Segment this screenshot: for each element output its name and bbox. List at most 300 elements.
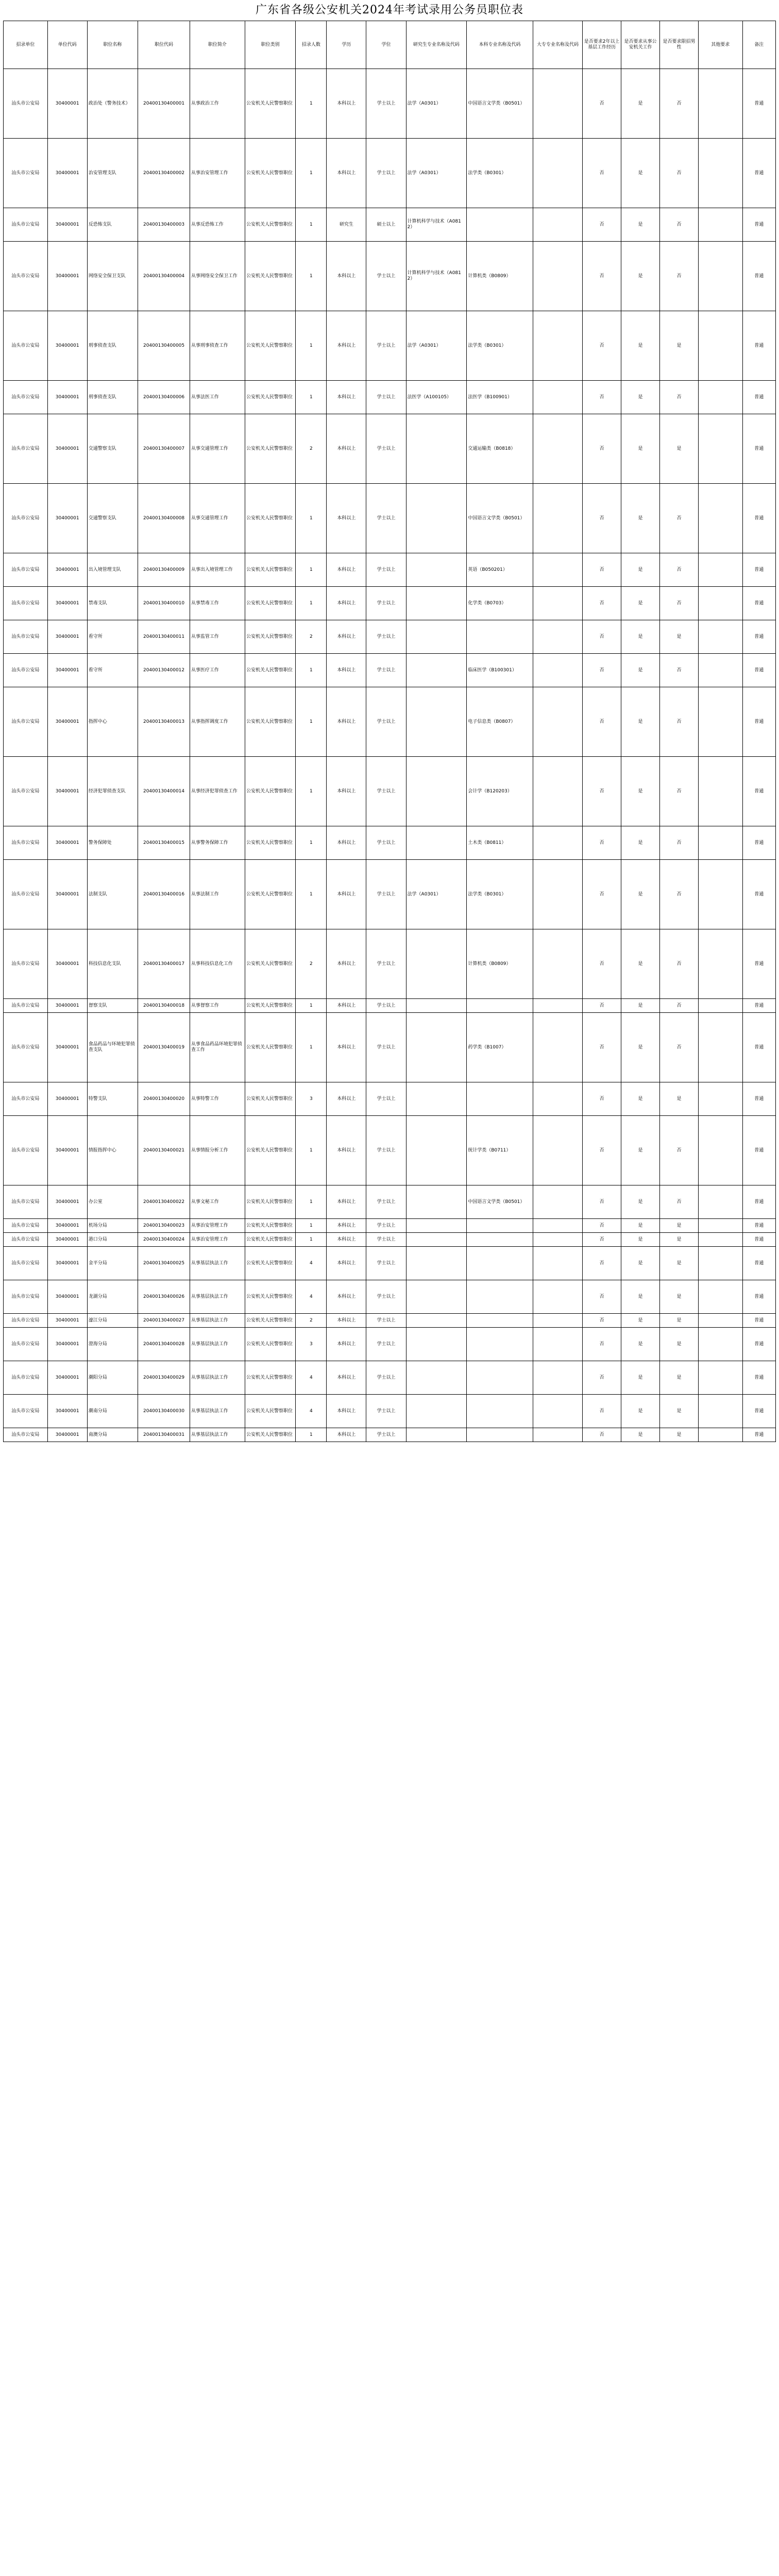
cell-jc xyxy=(533,620,582,654)
cell-pos: 情报指挥中心 xyxy=(87,1116,138,1185)
cell-edu: 学士以上 xyxy=(366,1280,406,1314)
cell-n: 1 xyxy=(296,1219,327,1233)
cell-pcode: 20400130400030 xyxy=(138,1395,190,1428)
cell-exp: 否 xyxy=(583,1116,621,1185)
cell-type: 公安机关人民警察职位 xyxy=(245,1328,296,1361)
cell-type: 公安机关人民警察职位 xyxy=(245,1233,296,1247)
cell-edu: 学士以上 xyxy=(366,242,406,311)
cell-edu: 学士以上 xyxy=(366,1247,406,1280)
cell-note: 普通 xyxy=(742,381,775,414)
cell-pcode: 20400130400005 xyxy=(138,311,190,381)
cell-exp: 否 xyxy=(583,860,621,929)
cell-other xyxy=(698,1116,742,1185)
cell-jc xyxy=(533,1185,582,1219)
cell-pos: 警务保障处 xyxy=(87,826,138,860)
cell-desc: 从事出入境管理工作 xyxy=(190,553,245,587)
cell-type: 公安机关人民警察职位 xyxy=(245,929,296,999)
cell-dept: 汕头市公安局 xyxy=(4,654,48,687)
cell-n: 1 xyxy=(296,1185,327,1219)
cell-pos: 科技信息化支队 xyxy=(87,929,138,999)
cell-sex: 否 xyxy=(660,242,699,311)
table-row xyxy=(4,1395,776,1428)
table-row xyxy=(4,620,776,654)
cell-note: 普通 xyxy=(742,139,775,208)
cell-other xyxy=(698,69,742,139)
cell-sex: 是 xyxy=(660,1233,699,1247)
cell-grad xyxy=(406,929,467,999)
cell-sex: 否 xyxy=(660,381,699,414)
cell-exp: 否 xyxy=(583,1013,621,1082)
cell-sex: 是 xyxy=(660,1314,699,1328)
cell-grad xyxy=(406,1233,467,1247)
cell-code: 30400001 xyxy=(47,654,87,687)
cell-other xyxy=(698,654,742,687)
cell-code: 30400001 xyxy=(47,999,87,1013)
table-row xyxy=(4,587,776,620)
cell-deg: 本科以上 xyxy=(327,654,366,687)
cell-exp: 否 xyxy=(583,1247,621,1280)
cell-exp: 否 xyxy=(583,1280,621,1314)
cell-jc xyxy=(533,311,582,381)
cell-jc xyxy=(533,208,582,242)
cell-ug: 临床医学（B100301） xyxy=(467,654,533,687)
cell-grad xyxy=(406,654,467,687)
cell-jc xyxy=(533,242,582,311)
cell-type: 公安机关人民警察职位 xyxy=(245,414,296,484)
cell-desc: 从事警务保障工作 xyxy=(190,826,245,860)
cell-cert: 是 xyxy=(621,1116,660,1185)
cell-n: 1 xyxy=(296,1116,327,1185)
cell-edu: 学士以上 xyxy=(366,620,406,654)
cell-cert: 是 xyxy=(621,1280,660,1314)
cell-jc xyxy=(533,1082,582,1116)
cell-n: 1 xyxy=(296,687,327,757)
cell-other xyxy=(698,860,742,929)
header-degree: 学历 xyxy=(327,21,366,69)
cell-code: 30400001 xyxy=(47,929,87,999)
table-row xyxy=(4,311,776,381)
cell-deg: 本科以上 xyxy=(327,1219,366,1233)
cell-exp: 否 xyxy=(583,484,621,553)
cell-dept: 汕头市公安局 xyxy=(4,1082,48,1116)
cell-code: 30400001 xyxy=(47,381,87,414)
cell-pos: 金平分局 xyxy=(87,1247,138,1280)
cell-type: 公安机关人民警察职位 xyxy=(245,1013,296,1082)
cell-other xyxy=(698,1314,742,1328)
cell-ug: 法学类（B0301） xyxy=(467,311,533,381)
header-note: 备注 xyxy=(742,21,775,69)
cell-ug: 法学类（B0301） xyxy=(467,860,533,929)
cell-type: 公安机关人民警察职位 xyxy=(245,1428,296,1442)
cell-edu: 学士以上 xyxy=(366,1314,406,1328)
cell-jc xyxy=(533,484,582,553)
cell-pcode: 20400130400017 xyxy=(138,929,190,999)
cell-code: 30400001 xyxy=(47,1219,87,1233)
cell-desc: 从事基层执法工作 xyxy=(190,1280,245,1314)
cell-pcode: 20400130400029 xyxy=(138,1361,190,1395)
cell-deg: 本科以上 xyxy=(327,1116,366,1185)
cell-pos: 龙湖分局 xyxy=(87,1280,138,1314)
table-row xyxy=(4,1013,776,1082)
cell-sex: 是 xyxy=(660,311,699,381)
cell-type: 公安机关人民警察职位 xyxy=(245,311,296,381)
cell-type: 公安机关人民警察职位 xyxy=(245,587,296,620)
cell-jc xyxy=(533,69,582,139)
header-other: 其他要求 xyxy=(698,21,742,69)
table-row xyxy=(4,414,776,484)
cell-n: 3 xyxy=(296,1328,327,1361)
cell-exp: 否 xyxy=(583,654,621,687)
header-major-jc: 大专专业名称及代码 xyxy=(533,21,582,69)
cell-cert: 是 xyxy=(621,414,660,484)
cell-dept: 汕头市公安局 xyxy=(4,1233,48,1247)
table-row xyxy=(4,381,776,414)
cell-edu: 学士以上 xyxy=(366,553,406,587)
cell-type: 公安机关人民警察职位 xyxy=(245,484,296,553)
cell-note: 普通 xyxy=(742,1185,775,1219)
cell-pos: 濠江分局 xyxy=(87,1314,138,1328)
cell-pcode: 20400130400013 xyxy=(138,687,190,757)
cell-jc xyxy=(533,826,582,860)
cell-pcode: 20400130400031 xyxy=(138,1428,190,1442)
cell-other xyxy=(698,242,742,311)
cell-cert: 是 xyxy=(621,1328,660,1361)
cell-n: 4 xyxy=(296,1247,327,1280)
cell-dept: 汕头市公安局 xyxy=(4,1395,48,1428)
cell-sex: 是 xyxy=(660,1280,699,1314)
cell-ug: 统计学类（B0711） xyxy=(467,1116,533,1185)
cell-ug: 化学类（B0703） xyxy=(467,587,533,620)
cell-grad xyxy=(406,999,467,1013)
cell-grad xyxy=(406,826,467,860)
cell-cert: 是 xyxy=(621,1082,660,1116)
table-row xyxy=(4,1361,776,1395)
cell-note: 普通 xyxy=(742,553,775,587)
cell-sex: 是 xyxy=(660,1361,699,1395)
cell-code: 30400001 xyxy=(47,687,87,757)
cell-cert: 是 xyxy=(621,999,660,1013)
cell-pcode: 20400130400015 xyxy=(138,826,190,860)
cell-type: 公安机关人民警察职位 xyxy=(245,687,296,757)
cell-exp: 否 xyxy=(583,1219,621,1233)
cell-desc: 从事特警工作 xyxy=(190,1082,245,1116)
cell-jc xyxy=(533,1314,582,1328)
cell-pos: 潮南分局 xyxy=(87,1395,138,1428)
cell-grad: 计算机科学与技术（A0812） xyxy=(406,208,467,242)
cell-note: 普通 xyxy=(742,687,775,757)
cell-n: 1 xyxy=(296,242,327,311)
cell-dept: 汕头市公安局 xyxy=(4,587,48,620)
header-dept-code: 单位代码 xyxy=(47,21,87,69)
cell-desc: 从事文秘工作 xyxy=(190,1185,245,1219)
cell-deg: 本科以上 xyxy=(327,553,366,587)
cell-deg: 本科以上 xyxy=(327,1314,366,1328)
cell-deg: 研究生 xyxy=(327,208,366,242)
cell-cert: 是 xyxy=(621,1233,660,1247)
cell-pcode: 20400130400012 xyxy=(138,654,190,687)
cell-pos: 办公室 xyxy=(87,1185,138,1219)
table-row xyxy=(4,929,776,999)
cell-cert: 是 xyxy=(621,1219,660,1233)
cell-desc: 从事食品药品环境犯罪侦查工作 xyxy=(190,1013,245,1082)
cell-deg: 本科以上 xyxy=(327,1233,366,1247)
cell-exp: 否 xyxy=(583,826,621,860)
cell-desc: 从事基层执法工作 xyxy=(190,1247,245,1280)
cell-exp: 否 xyxy=(583,929,621,999)
cell-n: 2 xyxy=(296,620,327,654)
cell-code: 30400001 xyxy=(47,139,87,208)
cell-other xyxy=(698,1395,742,1428)
header-major-ug: 本科专业名称及代码 xyxy=(467,21,533,69)
cell-pcode: 20400130400008 xyxy=(138,484,190,553)
cell-sex: 是 xyxy=(660,1428,699,1442)
cell-deg: 本科以上 xyxy=(327,1082,366,1116)
cell-deg: 本科以上 xyxy=(327,242,366,311)
cell-grad: 法医学（A100105） xyxy=(406,381,467,414)
table-row xyxy=(4,139,776,208)
cell-ug xyxy=(467,1361,533,1395)
cell-ug xyxy=(467,1219,533,1233)
cell-edu: 学士以上 xyxy=(366,757,406,826)
cell-code: 30400001 xyxy=(47,1328,87,1361)
cell-deg: 本科以上 xyxy=(327,1328,366,1361)
cell-dept: 汕头市公安局 xyxy=(4,929,48,999)
cell-cert: 是 xyxy=(621,1395,660,1428)
cell-edu: 学士以上 xyxy=(366,1082,406,1116)
cell-ug: 交通运输类（B0818） xyxy=(467,414,533,484)
cell-pcode: 20400130400016 xyxy=(138,860,190,929)
cell-note: 普通 xyxy=(742,1233,775,1247)
cell-ug: 法医学（B100901） xyxy=(467,381,533,414)
cell-grad xyxy=(406,1395,467,1428)
cell-code: 30400001 xyxy=(47,1395,87,1428)
cell-ug xyxy=(467,1328,533,1361)
cell-deg: 本科以上 xyxy=(327,1247,366,1280)
cell-cert: 是 xyxy=(621,208,660,242)
cell-note: 普通 xyxy=(742,69,775,139)
cell-code: 30400001 xyxy=(47,587,87,620)
cell-sex: 是 xyxy=(660,414,699,484)
cell-ug xyxy=(467,1395,533,1428)
cell-n: 1 xyxy=(296,484,327,553)
cell-pos: 食品药品与环境犯罪侦查支队 xyxy=(87,1013,138,1082)
cell-exp: 否 xyxy=(583,757,621,826)
cell-note: 普通 xyxy=(742,1280,775,1314)
cell-dept: 汕头市公安局 xyxy=(4,1314,48,1328)
cell-grad xyxy=(406,484,467,553)
cell-ug xyxy=(467,1428,533,1442)
cell-pcode: 20400130400022 xyxy=(138,1185,190,1219)
cell-sex: 是 xyxy=(660,1328,699,1361)
cell-type: 公安机关人民警察职位 xyxy=(245,860,296,929)
cell-grad: 法学（A0301） xyxy=(406,69,467,139)
cell-type: 公安机关人民警察职位 xyxy=(245,1082,296,1116)
cell-code: 30400001 xyxy=(47,311,87,381)
table-row xyxy=(4,1219,776,1233)
cell-desc: 从事医疗工作 xyxy=(190,654,245,687)
cell-deg: 本科以上 xyxy=(327,687,366,757)
cell-desc: 从事基层执法工作 xyxy=(190,1314,245,1328)
cell-desc: 从事情报分析工作 xyxy=(190,1116,245,1185)
cell-ug xyxy=(467,1233,533,1247)
cell-other xyxy=(698,208,742,242)
cell-edu: 学士以上 xyxy=(366,826,406,860)
cell-other xyxy=(698,587,742,620)
cell-ug: 法学类（B0301） xyxy=(467,139,533,208)
cell-dept: 汕头市公安局 xyxy=(4,1361,48,1395)
cell-edu: 学士以上 xyxy=(366,1328,406,1361)
cell-code: 30400001 xyxy=(47,1280,87,1314)
cell-n: 1 xyxy=(296,587,327,620)
cell-type: 公安机关人民警察职位 xyxy=(245,1314,296,1328)
cell-deg: 本科以上 xyxy=(327,414,366,484)
cell-code: 30400001 xyxy=(47,414,87,484)
cell-note: 普通 xyxy=(742,1395,775,1428)
cell-other xyxy=(698,553,742,587)
cell-jc xyxy=(533,553,582,587)
cell-exp: 否 xyxy=(583,242,621,311)
cell-exp: 否 xyxy=(583,1428,621,1442)
cell-note: 普通 xyxy=(742,654,775,687)
cell-pos: 交通警察支队 xyxy=(87,414,138,484)
cell-deg: 本科以上 xyxy=(327,587,366,620)
cell-edu: 学士以上 xyxy=(366,1116,406,1185)
cell-dept: 汕头市公安局 xyxy=(4,553,48,587)
cell-note: 普通 xyxy=(742,1428,775,1442)
cell-other xyxy=(698,929,742,999)
cell-exp: 否 xyxy=(583,1328,621,1361)
table-row xyxy=(4,1280,776,1314)
cell-type: 公安机关人民警察职位 xyxy=(245,242,296,311)
cell-other xyxy=(698,687,742,757)
cell-sex: 是 xyxy=(660,1082,699,1116)
cell-exp: 否 xyxy=(583,1314,621,1328)
cell-sex: 否 xyxy=(660,139,699,208)
cell-deg: 本科以上 xyxy=(327,139,366,208)
cell-sex: 否 xyxy=(660,484,699,553)
cell-n: 1 xyxy=(296,553,327,587)
cell-grad xyxy=(406,1013,467,1082)
table-row xyxy=(4,484,776,553)
cell-desc: 从事治安管理工作 xyxy=(190,1233,245,1247)
header-edu: 学位 xyxy=(366,21,406,69)
table-row xyxy=(4,1082,776,1116)
table-row xyxy=(4,1314,776,1328)
cell-pcode: 20400130400001 xyxy=(138,69,190,139)
cell-grad xyxy=(406,757,467,826)
cell-dept: 汕头市公安局 xyxy=(4,1116,48,1185)
cell-code: 30400001 xyxy=(47,1013,87,1082)
cell-dept: 汕头市公安局 xyxy=(4,999,48,1013)
cell-pos: 机场分局 xyxy=(87,1219,138,1233)
cell-n: 2 xyxy=(296,929,327,999)
cell-dept: 汕头市公安局 xyxy=(4,414,48,484)
cell-desc: 从事法医工作 xyxy=(190,381,245,414)
cell-sex: 是 xyxy=(660,1247,699,1280)
cell-type: 公安机关人民警察职位 xyxy=(245,208,296,242)
cell-grad xyxy=(406,1280,467,1314)
cell-sex: 否 xyxy=(660,1185,699,1219)
cell-sex: 否 xyxy=(660,587,699,620)
cell-jc xyxy=(533,860,582,929)
cell-pcode: 20400130400019 xyxy=(138,1013,190,1082)
cell-note: 普通 xyxy=(742,1247,775,1280)
cell-deg: 本科以上 xyxy=(327,1280,366,1314)
cell-grad xyxy=(406,1116,467,1185)
cell-other xyxy=(698,1185,742,1219)
cell-other xyxy=(698,1233,742,1247)
cell-grad xyxy=(406,1328,467,1361)
cell-dept: 汕头市公安局 xyxy=(4,687,48,757)
cell-jc xyxy=(533,414,582,484)
cell-grad: 法学（A0301） xyxy=(406,860,467,929)
header-pos-name: 职位名称 xyxy=(87,21,138,69)
cell-jc xyxy=(533,1116,582,1185)
header-pos-code: 职位代码 xyxy=(138,21,190,69)
cell-edu: 学士以上 xyxy=(366,1013,406,1082)
table-row xyxy=(4,208,776,242)
cell-pcode: 20400130400004 xyxy=(138,242,190,311)
table-body xyxy=(4,69,776,1442)
cell-cert: 是 xyxy=(621,69,660,139)
cell-pcode: 20400130400014 xyxy=(138,757,190,826)
cell-desc: 从事法制工作 xyxy=(190,860,245,929)
cell-exp: 否 xyxy=(583,381,621,414)
cell-other xyxy=(698,620,742,654)
cell-jc xyxy=(533,1247,582,1280)
cell-edu: 学士以上 xyxy=(366,687,406,757)
cell-pcode: 20400130400018 xyxy=(138,999,190,1013)
cell-edu: 学士以上 xyxy=(366,69,406,139)
cell-type: 公安机关人民警察职位 xyxy=(245,1280,296,1314)
cell-exp: 否 xyxy=(583,208,621,242)
cell-pos: 澄海分局 xyxy=(87,1328,138,1361)
cell-n: 1 xyxy=(296,860,327,929)
cell-cert: 是 xyxy=(621,1185,660,1219)
cell-ug xyxy=(467,1247,533,1280)
cell-pos: 政治处（警务技术） xyxy=(87,69,138,139)
cell-type: 公安机关人民警察职位 xyxy=(245,1116,296,1185)
cell-grad xyxy=(406,1428,467,1442)
cell-exp: 否 xyxy=(583,1361,621,1395)
cell-type: 公安机关人民警察职位 xyxy=(245,620,296,654)
header-cert: 是否要求从事公安机关工作 xyxy=(621,21,660,69)
cell-type: 公安机关人民警察职位 xyxy=(245,1395,296,1428)
cell-type: 公安机关人民警察职位 xyxy=(245,999,296,1013)
cell-code: 30400001 xyxy=(47,860,87,929)
cell-code: 30400001 xyxy=(47,1233,87,1247)
cell-exp: 否 xyxy=(583,139,621,208)
cell-pos: 督察支队 xyxy=(87,999,138,1013)
cell-desc: 从事基层执法工作 xyxy=(190,1328,245,1361)
cell-jc xyxy=(533,929,582,999)
cell-dept: 汕头市公安局 xyxy=(4,1328,48,1361)
cell-cert: 是 xyxy=(621,381,660,414)
cell-grad xyxy=(406,414,467,484)
cell-other xyxy=(698,311,742,381)
cell-jc xyxy=(533,1013,582,1082)
cell-dept: 汕头市公安局 xyxy=(4,1247,48,1280)
cell-grad xyxy=(406,687,467,757)
cell-other xyxy=(698,1428,742,1442)
cell-cert: 是 xyxy=(621,620,660,654)
cell-exp: 否 xyxy=(583,1185,621,1219)
cell-edu: 学士以上 xyxy=(366,1185,406,1219)
cell-desc: 从事监管工作 xyxy=(190,620,245,654)
cell-n: 1 xyxy=(296,139,327,208)
cell-edu: 学士以上 xyxy=(366,381,406,414)
cell-ug xyxy=(467,208,533,242)
